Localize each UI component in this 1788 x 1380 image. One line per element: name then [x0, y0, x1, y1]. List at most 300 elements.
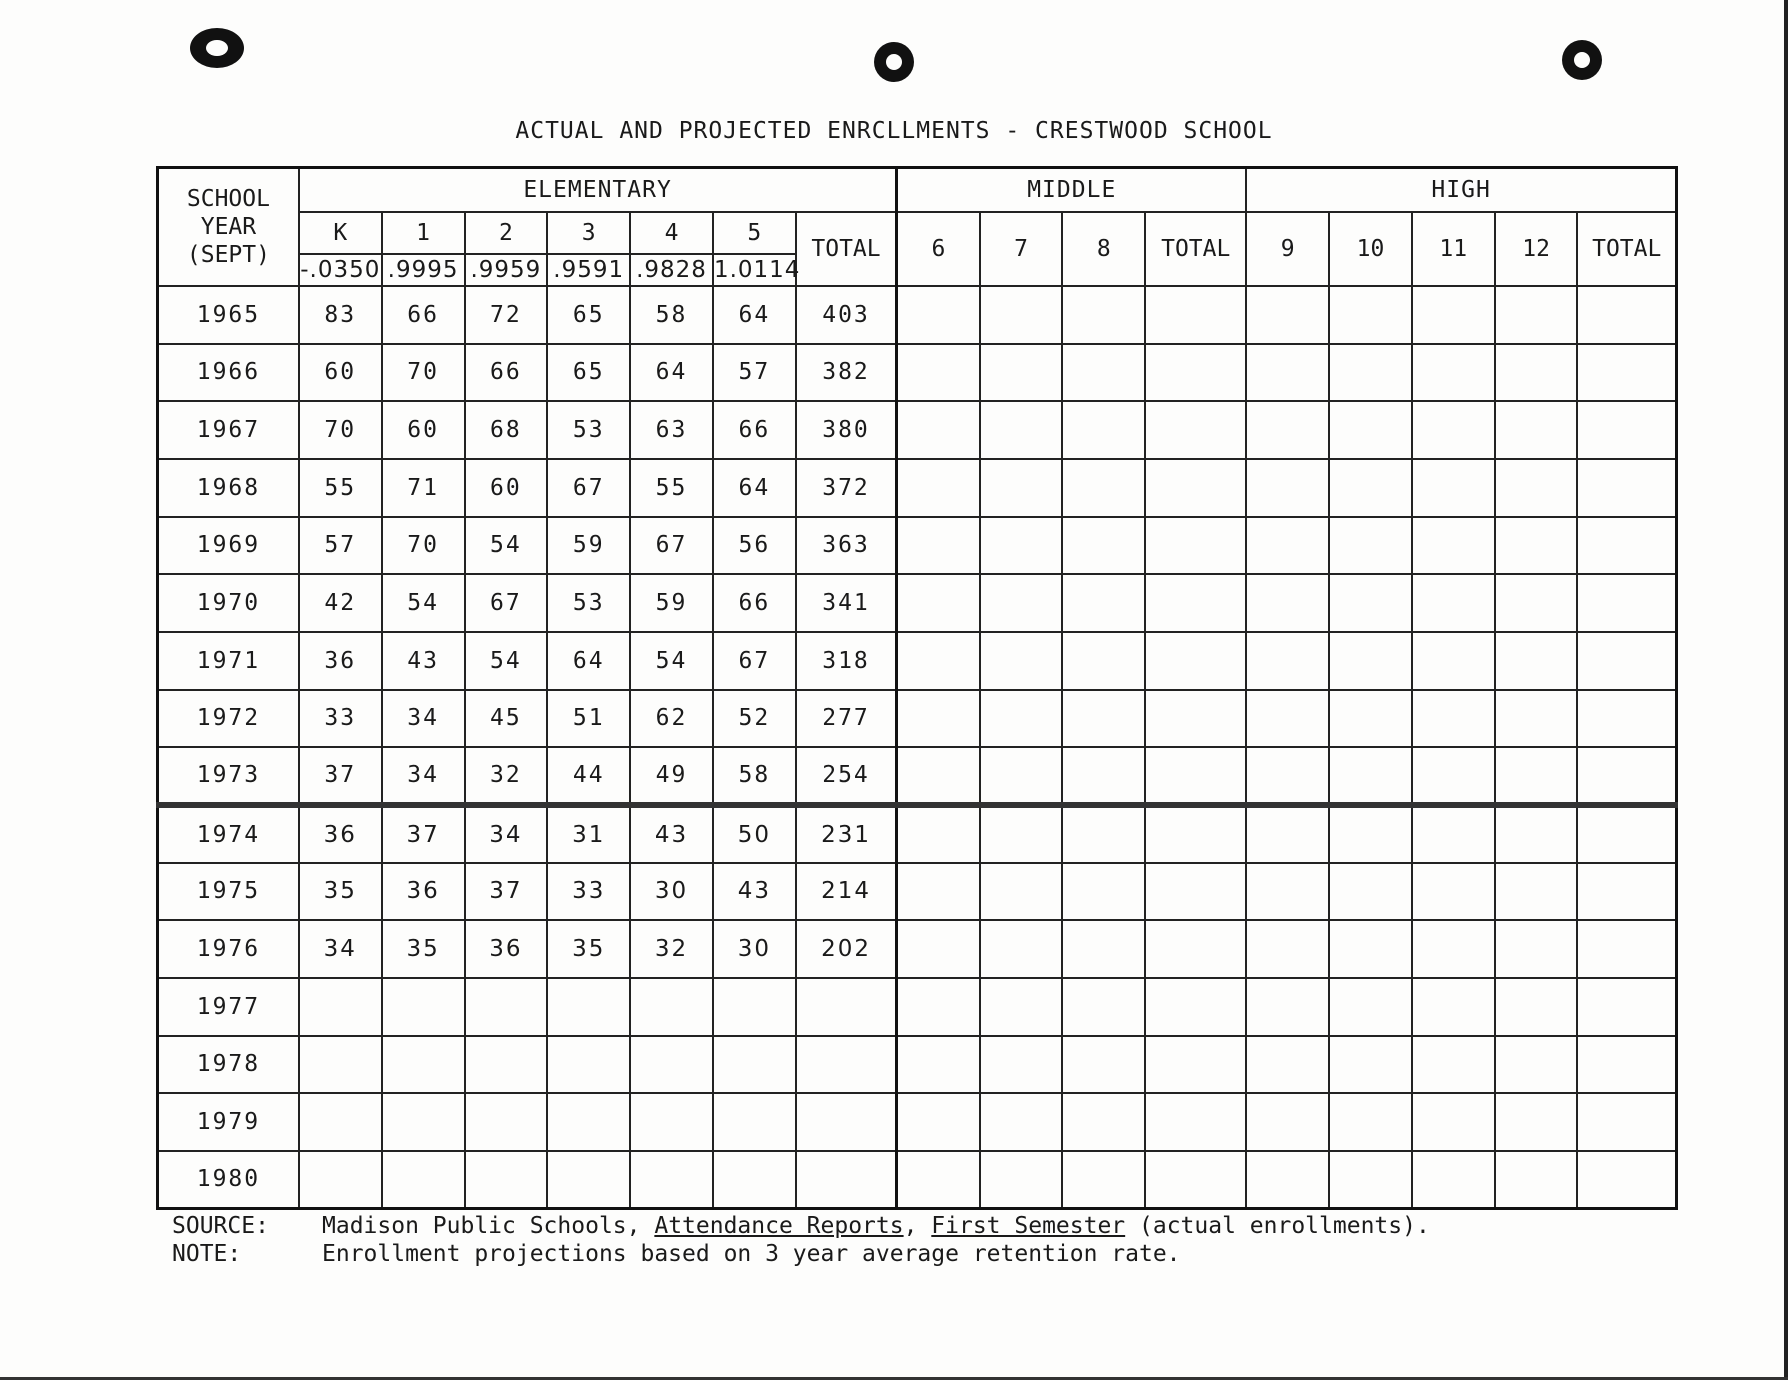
empty-cell [1412, 863, 1495, 921]
table-row [158, 517, 1677, 575]
empty-cell [1246, 978, 1329, 1036]
enrollment-cell [465, 1151, 548, 1209]
enrollment-cell: 37 [382, 805, 465, 863]
empty-cell [897, 863, 980, 921]
enrollment-cell: 65 [547, 344, 630, 402]
enrollment-cell [796, 1093, 897, 1151]
table-row [158, 286, 1677, 344]
empty-cell [1412, 459, 1495, 517]
empty-cell [980, 574, 1063, 632]
enrollment-cell: 36 [382, 863, 465, 921]
enrollment-table [156, 166, 1678, 1210]
year-cell: 1978 [158, 1036, 299, 1094]
empty-cell [1062, 805, 1145, 863]
high-col-header: 11 [1412, 212, 1495, 286]
empty-cell [897, 286, 980, 344]
empty-cell [1246, 1036, 1329, 1094]
empty-cell [1145, 863, 1246, 921]
enrollment-cell: 45 [465, 690, 548, 748]
middle-header: MIDDLE [897, 168, 1246, 213]
empty-cell [1412, 1036, 1495, 1094]
empty-cell [897, 344, 980, 402]
empty-cell [980, 690, 1063, 748]
empty-cell [1577, 920, 1676, 978]
enrollment-cell: 54 [382, 574, 465, 632]
enrollment-cell [630, 1093, 713, 1151]
year-cell: 1970 [158, 574, 299, 632]
empty-cell [897, 920, 980, 978]
empty-cell [1495, 286, 1578, 344]
empty-cell [1495, 517, 1578, 575]
table-row [158, 459, 1677, 517]
elementary-col-header: 3 [547, 212, 630, 254]
middle-col-header: 8 [1062, 212, 1145, 286]
year-cell: 1971 [158, 632, 299, 690]
empty-cell [1577, 344, 1676, 402]
empty-cell [1495, 805, 1578, 863]
high-col-header: 10 [1329, 212, 1412, 286]
enrollment-cell: 67 [713, 632, 796, 690]
enrollment-cell [299, 1036, 382, 1094]
scan-edge [1784, 0, 1788, 1380]
empty-cell [1577, 574, 1676, 632]
enrollment-cell: 231 [796, 805, 897, 863]
enrollment-cell: 36 [299, 632, 382, 690]
empty-cell [1246, 344, 1329, 402]
empty-cell [1329, 344, 1412, 402]
enrollment-cell: 34 [465, 805, 548, 863]
empty-cell [980, 863, 1063, 921]
enrollment-cell: 30 [630, 863, 713, 921]
enrollment-cell: 53 [547, 574, 630, 632]
empty-cell [897, 1151, 980, 1209]
enrollment-cell: 58 [630, 286, 713, 344]
table-row [158, 978, 1677, 1036]
empty-cell [1062, 574, 1145, 632]
enrollment-cell: 58 [713, 747, 796, 805]
empty-cell [1329, 978, 1412, 1036]
empty-cell [1145, 920, 1246, 978]
enrollment-cell [547, 1036, 630, 1094]
empty-cell [980, 344, 1063, 402]
enrollment-cell: 42 [299, 574, 382, 632]
empty-cell [1246, 574, 1329, 632]
year-cell: 1973 [158, 747, 299, 805]
high-header: HIGH [1246, 168, 1676, 213]
empty-cell [897, 632, 980, 690]
enrollment-cell: 64 [713, 459, 796, 517]
year-cell: 1979 [158, 1093, 299, 1151]
year-cell: 1972 [158, 690, 299, 748]
table-row [158, 401, 1677, 459]
enrollment-cell [382, 1093, 465, 1151]
empty-cell [1412, 690, 1495, 748]
table-row [158, 1093, 1677, 1151]
enrollment-cell: 363 [796, 517, 897, 575]
enrollment-cell: 72 [465, 286, 548, 344]
middle-col-header: 7 [980, 212, 1063, 286]
empty-cell [1412, 574, 1495, 632]
footer-notes [172, 1212, 1430, 1268]
empty-cell [1577, 747, 1676, 805]
table-row [158, 344, 1677, 402]
empty-cell [1577, 1151, 1676, 1209]
enrollment-cell: 43 [382, 632, 465, 690]
empty-cell [1145, 401, 1246, 459]
empty-cell [1329, 401, 1412, 459]
enrollment-cell [382, 1036, 465, 1094]
enrollment-cell: 34 [299, 920, 382, 978]
enrollment-cell: 33 [547, 863, 630, 921]
empty-cell [1495, 401, 1578, 459]
year-cell: 1965 [158, 286, 299, 344]
empty-cell [1577, 1036, 1676, 1094]
table-row [158, 747, 1677, 805]
empty-cell [1246, 459, 1329, 517]
enrollment-cell: 318 [796, 632, 897, 690]
enrollment-cell: 34 [382, 747, 465, 805]
empty-cell [897, 1093, 980, 1151]
empty-cell [1062, 747, 1145, 805]
empty-cell [1145, 1093, 1246, 1151]
enrollment-cell: 32 [465, 747, 548, 805]
empty-cell [1412, 1093, 1495, 1151]
enrollment-cell: 70 [382, 517, 465, 575]
enrollment-cell: 59 [547, 517, 630, 575]
empty-cell [1246, 747, 1329, 805]
table-row [158, 1036, 1677, 1094]
enrollment-cell: 62 [630, 690, 713, 748]
enrollment-cell: 382 [796, 344, 897, 402]
empty-cell [980, 517, 1063, 575]
empty-cell [1062, 517, 1145, 575]
empty-cell [1412, 286, 1495, 344]
retention-rate: .9995 [382, 254, 465, 286]
table-row [158, 1151, 1677, 1209]
elementary-col-header: TOTAL [796, 212, 897, 286]
empty-cell [1329, 459, 1412, 517]
note-line: NOTE: Enrollment projections based on 3 year average retention rate. [172, 1241, 1181, 1267]
empty-cell [1145, 574, 1246, 632]
enrollment-cell: 372 [796, 459, 897, 517]
table-row [158, 632, 1677, 690]
enrollment-cell: 37 [299, 747, 382, 805]
year-cell: 1967 [158, 401, 299, 459]
empty-cell [1577, 690, 1676, 748]
high-col-header: 9 [1246, 212, 1329, 286]
enrollment-cell: 66 [713, 401, 796, 459]
enrollment-cell: 71 [382, 459, 465, 517]
enrollment-cell: 254 [796, 747, 897, 805]
empty-cell [1062, 978, 1145, 1036]
empty-cell [1145, 690, 1246, 748]
enrollment-cell: 31 [547, 805, 630, 863]
year-cell: 1968 [158, 459, 299, 517]
enrollment-cell [465, 978, 548, 1036]
enrollment-cell: 30 [713, 920, 796, 978]
empty-cell [1246, 517, 1329, 575]
enrollment-cell: 36 [299, 805, 382, 863]
retention-rate: 1.0114 [713, 254, 796, 286]
empty-cell [1145, 344, 1246, 402]
enrollment-cell [465, 1093, 548, 1151]
empty-cell [980, 978, 1063, 1036]
empty-cell [897, 574, 980, 632]
empty-cell [1412, 978, 1495, 1036]
empty-cell [1495, 1151, 1578, 1209]
enrollment-cell: 60 [382, 401, 465, 459]
empty-cell [1412, 344, 1495, 402]
empty-cell [980, 747, 1063, 805]
empty-cell [1412, 517, 1495, 575]
enrollment-cell: 43 [630, 805, 713, 863]
empty-cell [1329, 574, 1412, 632]
enrollment-cell: 66 [382, 286, 465, 344]
year-cell: 1977 [158, 978, 299, 1036]
empty-cell [1495, 863, 1578, 921]
table-row [158, 574, 1677, 632]
empty-cell [1495, 632, 1578, 690]
enrollment-cell: 35 [299, 863, 382, 921]
enrollment-cell: 50 [713, 805, 796, 863]
retention-rate: .9959 [465, 254, 548, 286]
enrollment-cell [547, 978, 630, 1036]
empty-cell [1495, 1036, 1578, 1094]
empty-cell [1577, 286, 1676, 344]
enrollment-cell: 54 [630, 632, 713, 690]
enrollment-cell: 67 [547, 459, 630, 517]
enrollment-cell [630, 1151, 713, 1209]
retention-rate: .9591 [547, 254, 630, 286]
year-cell: 1969 [158, 517, 299, 575]
empty-cell [1577, 401, 1676, 459]
enrollment-cell: 341 [796, 574, 897, 632]
enrollment-cell [465, 1036, 548, 1094]
enrollment-cell [547, 1151, 630, 1209]
enrollment-cell: 34 [382, 690, 465, 748]
punch-hole [1562, 40, 1602, 80]
empty-cell [1246, 805, 1329, 863]
empty-cell [1329, 632, 1412, 690]
empty-cell [1577, 517, 1676, 575]
empty-cell [1145, 747, 1246, 805]
empty-cell [1495, 978, 1578, 1036]
empty-cell [980, 920, 1063, 978]
source-line: SOURCE: Madison Public Schools, Attendance Reports, First Semester (actual enrollments). [172, 1213, 1430, 1239]
enrollment-cell: 56 [713, 517, 796, 575]
enrollment-cell [796, 1151, 897, 1209]
empty-cell [980, 1093, 1063, 1151]
middle-col-header: TOTAL [1145, 212, 1246, 286]
elementary-header: ELEMENTARY [299, 168, 897, 213]
enrollment-cell [299, 1151, 382, 1209]
empty-cell [1062, 286, 1145, 344]
empty-cell [1329, 747, 1412, 805]
empty-cell [1495, 920, 1578, 978]
empty-cell [1145, 632, 1246, 690]
enrollment-cell: 64 [713, 286, 796, 344]
elementary-col-header: 1 [382, 212, 465, 254]
elementary-col-header: 4 [630, 212, 713, 254]
punch-hole [190, 28, 244, 68]
middle-col-header: 6 [897, 212, 980, 286]
enrollment-cell: 44 [547, 747, 630, 805]
high-col-header: TOTAL [1577, 212, 1676, 286]
enrollment-cell [713, 1151, 796, 1209]
empty-cell [1246, 920, 1329, 978]
enrollment-cell: 36 [465, 920, 548, 978]
enrollment-cell [382, 1151, 465, 1209]
enrollment-cell: 68 [465, 401, 548, 459]
year-cell: 1980 [158, 1151, 299, 1209]
empty-cell [1329, 920, 1412, 978]
empty-cell [1062, 344, 1145, 402]
retention-rate: -.0350 [299, 254, 382, 286]
enrollment-cell: 83 [299, 286, 382, 344]
empty-cell [1145, 517, 1246, 575]
enrollment-cell: 60 [465, 459, 548, 517]
enrollment-cell: 67 [630, 517, 713, 575]
empty-cell [1145, 978, 1246, 1036]
empty-cell [1062, 632, 1145, 690]
table-row [158, 690, 1677, 748]
empty-cell [1062, 1151, 1145, 1209]
empty-cell [1329, 863, 1412, 921]
empty-cell [1062, 863, 1145, 921]
empty-cell [1577, 978, 1676, 1036]
empty-cell [897, 1036, 980, 1094]
enrollment-cell [713, 1093, 796, 1151]
elementary-col-header: 5 [713, 212, 796, 254]
year-cell: 1976 [158, 920, 299, 978]
enrollment-cell [547, 1093, 630, 1151]
enrollment-cell: 403 [796, 286, 897, 344]
enrollment-cell: 55 [299, 459, 382, 517]
empty-cell [980, 1036, 1063, 1094]
enrollment-cell: 53 [547, 401, 630, 459]
empty-cell [1246, 632, 1329, 690]
enrollment-cell: 54 [465, 517, 548, 575]
enrollment-cell: 65 [547, 286, 630, 344]
enrollment-cell: 57 [299, 517, 382, 575]
empty-cell [1329, 1093, 1412, 1151]
enrollment-cell: 380 [796, 401, 897, 459]
empty-cell [1329, 805, 1412, 863]
empty-cell [1062, 401, 1145, 459]
document-title: ACTUAL AND PROJECTED ENRCLLMENTS - CRESTWOOD SCHOOL [515, 118, 1273, 144]
punch-hole [874, 42, 914, 82]
enrollment-cell: 35 [382, 920, 465, 978]
enrollment-cell: 55 [630, 459, 713, 517]
empty-cell [1577, 805, 1676, 863]
enrollment-cell: 37 [465, 863, 548, 921]
empty-cell [897, 690, 980, 748]
empty-cell [1495, 1093, 1578, 1151]
empty-cell [897, 805, 980, 863]
empty-cell [1062, 1093, 1145, 1151]
empty-cell [1495, 459, 1578, 517]
empty-cell [1412, 747, 1495, 805]
enrollment-cell: 64 [547, 632, 630, 690]
enrollment-cell: 60 [299, 344, 382, 402]
empty-cell [1246, 286, 1329, 344]
empty-cell [1145, 1036, 1246, 1094]
enrollment-cell [299, 978, 382, 1036]
enrollment-cell: 202 [796, 920, 897, 978]
enrollment-cell: 214 [796, 863, 897, 921]
empty-cell [980, 805, 1063, 863]
year-cell: 1966 [158, 344, 299, 402]
enrollment-cell: 49 [630, 747, 713, 805]
empty-cell [980, 401, 1063, 459]
enrollment-cell: 51 [547, 690, 630, 748]
enrollment-cell [713, 978, 796, 1036]
empty-cell [1577, 863, 1676, 921]
empty-cell [1062, 459, 1145, 517]
empty-cell [1412, 1151, 1495, 1209]
empty-cell [980, 1151, 1063, 1209]
empty-cell [1329, 1151, 1412, 1209]
empty-cell [1577, 632, 1676, 690]
empty-cell [1495, 344, 1578, 402]
empty-cell [1062, 1036, 1145, 1094]
enrollment-cell: 64 [630, 344, 713, 402]
empty-cell [1062, 920, 1145, 978]
empty-cell [1412, 632, 1495, 690]
elementary-col-header: K [299, 212, 382, 254]
enrollment-cell: 54 [465, 632, 548, 690]
empty-cell [1145, 459, 1246, 517]
empty-cell [897, 978, 980, 1036]
enrollment-cell: 57 [713, 344, 796, 402]
year-cell: 1975 [158, 863, 299, 921]
empty-cell [1145, 1151, 1246, 1209]
empty-cell [1495, 690, 1578, 748]
enrollment-cell [796, 1036, 897, 1094]
empty-cell [1246, 1151, 1329, 1209]
empty-cell [1577, 1093, 1676, 1151]
empty-cell [1145, 805, 1246, 863]
table-row [158, 863, 1677, 921]
empty-cell [897, 517, 980, 575]
retention-rate: .9828 [630, 254, 713, 286]
enrollment-cell: 43 [713, 863, 796, 921]
enrollment-cell [796, 978, 897, 1036]
enrollment-cell: 277 [796, 690, 897, 748]
enrollment-cell: 66 [465, 344, 548, 402]
empty-cell [1329, 1036, 1412, 1094]
table-row [158, 920, 1677, 978]
empty-cell [1246, 690, 1329, 748]
enrollment-cell: 52 [713, 690, 796, 748]
elementary-col-header: 2 [465, 212, 548, 254]
empty-cell [1412, 805, 1495, 863]
empty-cell [1412, 920, 1495, 978]
year-cell: 1974 [158, 805, 299, 863]
enrollment-cell: 66 [713, 574, 796, 632]
high-col-header: 12 [1495, 212, 1578, 286]
empty-cell [980, 459, 1063, 517]
empty-cell [897, 401, 980, 459]
enrollment-cell [630, 1036, 713, 1094]
empty-cell [1246, 863, 1329, 921]
enrollment-cell: 63 [630, 401, 713, 459]
empty-cell [1062, 690, 1145, 748]
enrollment-cell [630, 978, 713, 1036]
enrollment-cell: 70 [382, 344, 465, 402]
empty-cell [1577, 459, 1676, 517]
empty-cell [1329, 690, 1412, 748]
